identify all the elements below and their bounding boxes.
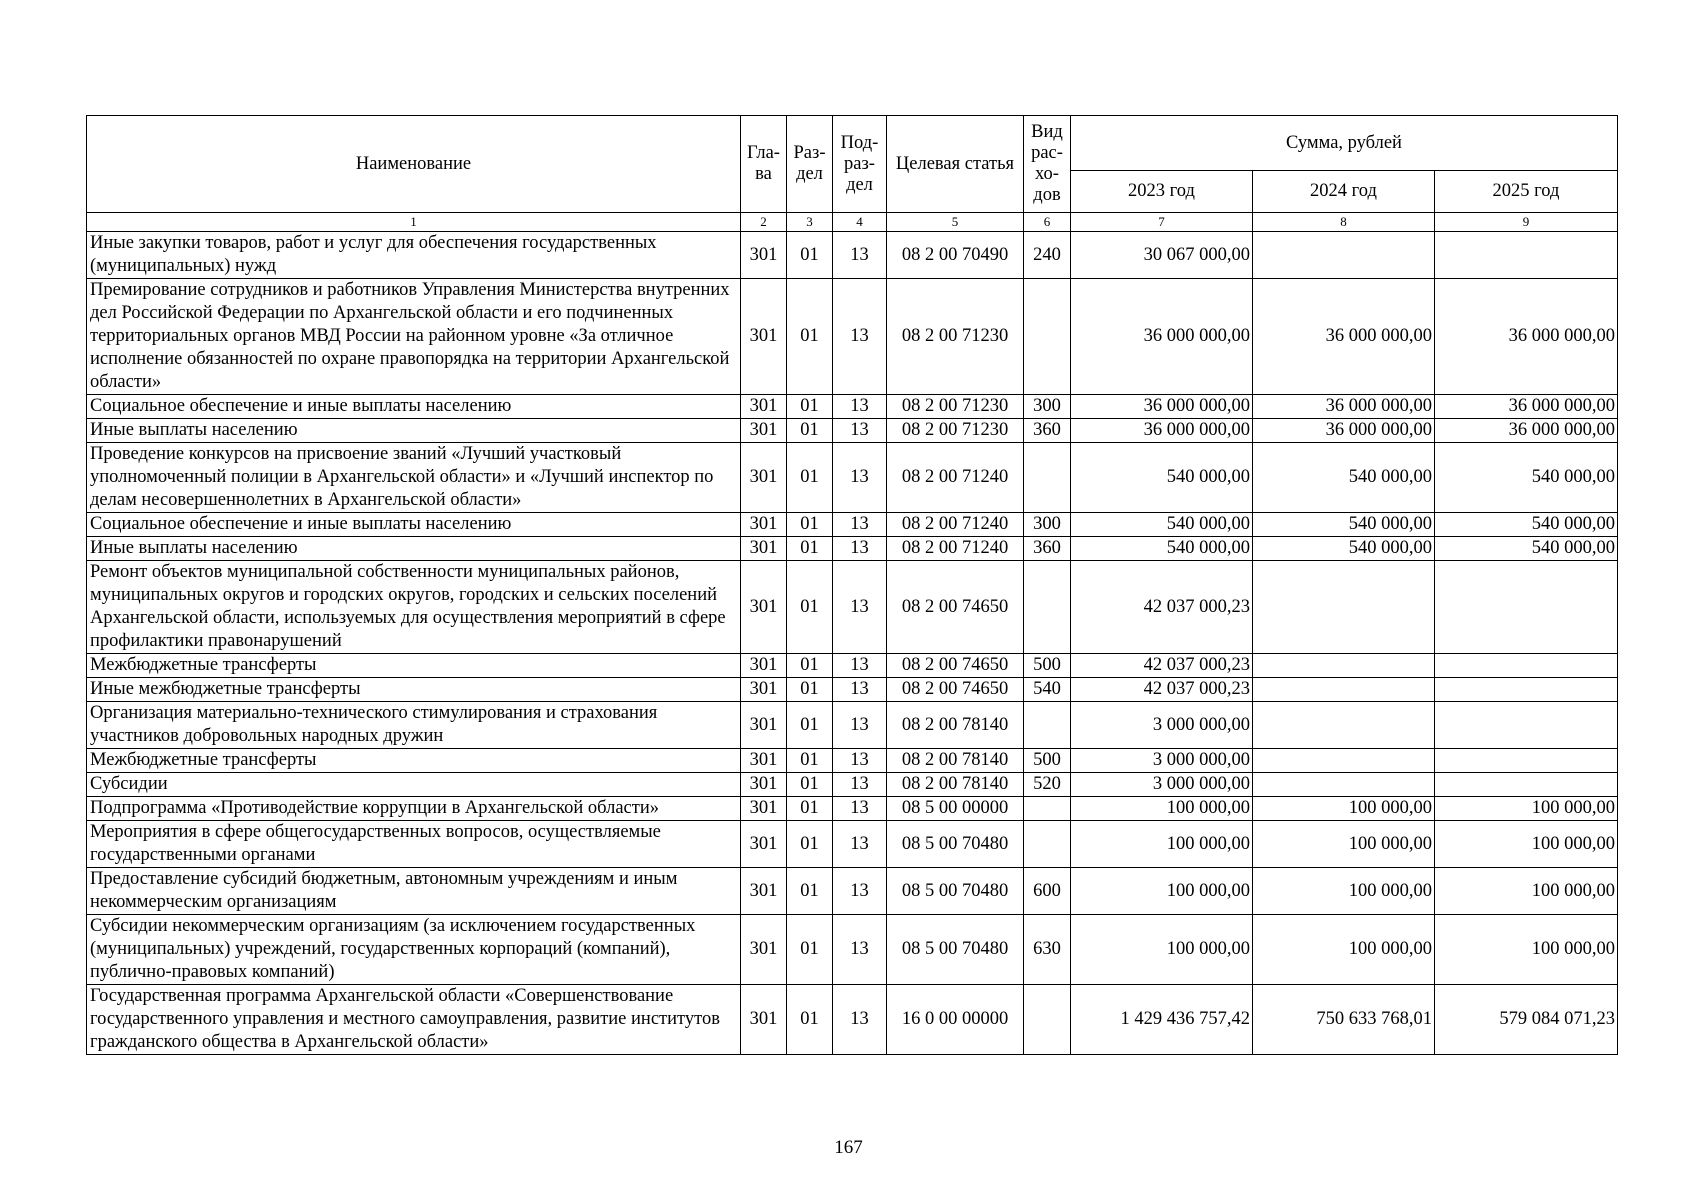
podrazdel-cell: 13: [833, 654, 887, 678]
table-row: [87, 443, 1618, 513]
celevaya-statya-cell: 08 2 00 71240: [887, 513, 1024, 537]
table-row: [87, 868, 1618, 915]
amount-2023-cell: 3 000 000,00: [1071, 749, 1253, 773]
table-row: [87, 419, 1618, 443]
podrazdel-cell: 13: [833, 773, 887, 797]
amount-2024-cell: 540 000,00: [1253, 443, 1435, 513]
row-name-cell: Субсидии: [87, 773, 741, 797]
amount-2024-cell: 36 000 000,00: [1253, 395, 1435, 419]
glava-cell: 301: [741, 654, 787, 678]
podrazdel-cell: 13: [833, 702, 887, 749]
glava-cell: 301: [741, 749, 787, 773]
column-number: 3: [787, 213, 833, 232]
row-name-cell: Межбюджетные трансферты: [87, 654, 741, 678]
amount-2025-cell: [1435, 702, 1618, 749]
glava-cell: 301: [741, 678, 787, 702]
table-row: [87, 985, 1618, 1055]
table-row: [87, 537, 1618, 561]
table-row: [87, 678, 1618, 702]
celevaya-statya-cell: 08 2 00 71230: [887, 395, 1024, 419]
vid-rashodov-cell: 360: [1024, 419, 1071, 443]
amount-2023-cell: 3 000 000,00: [1071, 702, 1253, 749]
table-row: [87, 915, 1618, 985]
celevaya-statya-cell: 08 2 00 71240: [887, 537, 1024, 561]
row-name-cell: Организация материально-технического стимулирования и страхования участников добровольных народных дружин: [87, 702, 741, 749]
razdel-cell: 01: [787, 419, 833, 443]
table-header: [87, 116, 1618, 232]
amount-2023-cell: 540 000,00: [1071, 537, 1253, 561]
razdel-cell: 01: [787, 821, 833, 868]
celevaya-statya-cell: 08 2 00 71230: [887, 419, 1024, 443]
vid-rashodov-cell: [1024, 985, 1071, 1055]
amount-2025-cell: 36 000 000,00: [1435, 395, 1618, 419]
glava-cell: 301: [741, 821, 787, 868]
glava-cell: 301: [741, 513, 787, 537]
podrazdel-cell: 13: [833, 443, 887, 513]
row-name-cell: Социальное обеспечение и иные выплаты населению: [87, 513, 741, 537]
glava-cell: 301: [741, 279, 787, 395]
amount-2025-cell: 36 000 000,00: [1435, 419, 1618, 443]
amount-2025-cell: 540 000,00: [1435, 513, 1618, 537]
vid-rashodov-cell: 300: [1024, 395, 1071, 419]
celevaya-statya-cell: 08 2 00 74650: [887, 561, 1024, 654]
razdel-cell: 01: [787, 443, 833, 513]
amount-2023-cell: 1 429 436 757,42: [1071, 985, 1253, 1055]
amount-2025-cell: 579 084 071,23: [1435, 985, 1618, 1055]
glava-cell: 301: [741, 985, 787, 1055]
table-row: [87, 232, 1618, 279]
amount-2023-cell: 3 000 000,00: [1071, 773, 1253, 797]
podrazdel-cell: 13: [833, 537, 887, 561]
header-year-2023: 2023 год: [1071, 171, 1253, 213]
glava-cell: 301: [741, 232, 787, 279]
amount-2023-cell: 100 000,00: [1071, 797, 1253, 821]
amount-2025-cell: [1435, 654, 1618, 678]
amount-2024-cell: 100 000,00: [1253, 915, 1435, 985]
amount-2024-cell: 540 000,00: [1253, 537, 1435, 561]
budget-table: [86, 115, 1618, 1055]
row-name-cell: Иные выплаты населению: [87, 537, 741, 561]
podrazdel-cell: 13: [833, 749, 887, 773]
razdel-cell: 01: [787, 513, 833, 537]
amount-2025-cell: [1435, 773, 1618, 797]
vid-rashodov-cell: [1024, 797, 1071, 821]
amount-2023-cell: 42 037 000,23: [1071, 678, 1253, 702]
column-number: 2: [741, 213, 787, 232]
podrazdel-cell: 13: [833, 985, 887, 1055]
razdel-cell: 01: [787, 915, 833, 985]
celevaya-statya-cell: 08 2 00 78140: [887, 749, 1024, 773]
header-year-2025: 2025 год: [1435, 171, 1618, 213]
podrazdel-cell: 13: [833, 513, 887, 537]
razdel-cell: 01: [787, 279, 833, 395]
amount-2025-cell: 540 000,00: [1435, 537, 1618, 561]
amount-2023-cell: 36 000 000,00: [1071, 419, 1253, 443]
amount-2025-cell: 540 000,00: [1435, 443, 1618, 513]
amount-2025-cell: 100 000,00: [1435, 915, 1618, 985]
row-name-cell: Социальное обеспечение и иные выплаты населению: [87, 395, 741, 419]
razdel-cell: 01: [787, 985, 833, 1055]
podrazdel-cell: 13: [833, 678, 887, 702]
table-row: [87, 702, 1618, 749]
amount-2023-cell: 30 067 000,00: [1071, 232, 1253, 279]
table-row: [87, 654, 1618, 678]
celevaya-statya-cell: 08 5 00 00000: [887, 797, 1024, 821]
amount-2025-cell: [1435, 749, 1618, 773]
row-name-cell: Иные закупки товаров, работ и услуг для обеспечения государственных (муниципальных) нужд: [87, 232, 741, 279]
row-name-cell: Мероприятия в сфере общегосударственных вопросов, осуществляемые государственными органами: [87, 821, 741, 868]
glava-cell: 301: [741, 773, 787, 797]
podrazdel-cell: 13: [833, 868, 887, 915]
amount-2024-cell: [1253, 232, 1435, 279]
table-body: [87, 232, 1618, 1055]
glava-cell: 301: [741, 702, 787, 749]
podrazdel-cell: 13: [833, 232, 887, 279]
amount-2023-cell: 540 000,00: [1071, 443, 1253, 513]
podrazdel-cell: 13: [833, 279, 887, 395]
column-number: 6: [1024, 213, 1071, 232]
row-name-cell: Премирование сотрудников и работников Управления Министерства внутренних дел Российской Федерации по Архангельской области и его подчиненных территориальных органов МВД России на районном уровне «За отличное исполнение обязанностей по охране правопорядка на территории Архангельской области»: [87, 279, 741, 395]
razdel-cell: 01: [787, 678, 833, 702]
glava-cell: 301: [741, 797, 787, 821]
amount-2024-cell: [1253, 654, 1435, 678]
row-name-cell: Иные выплаты населению: [87, 419, 741, 443]
row-name-cell: Государственная программа Архангельской области «Совершенствование государственного управления и местного самоуправления, развитие институтов гражданского общества в Архангельской области»: [87, 985, 741, 1055]
amount-2025-cell: 100 000,00: [1435, 868, 1618, 915]
amount-2024-cell: [1253, 561, 1435, 654]
amount-2024-cell: 36 000 000,00: [1253, 419, 1435, 443]
amount-2023-cell: 100 000,00: [1071, 821, 1253, 868]
amount-2024-cell: [1253, 773, 1435, 797]
glava-cell: 301: [741, 443, 787, 513]
amount-2023-cell: 540 000,00: [1071, 513, 1253, 537]
header-name: Наименование: [87, 116, 741, 213]
amount-2024-cell: 100 000,00: [1253, 868, 1435, 915]
vid-rashodov-cell: [1024, 561, 1071, 654]
amount-2025-cell: [1435, 232, 1618, 279]
row-name-cell: Подпрограмма «Противодействие коррупции в Архангельской области»: [87, 797, 741, 821]
glava-cell: 301: [741, 537, 787, 561]
row-name-cell: Межбюджетные трансферты: [87, 749, 741, 773]
amount-2023-cell: 100 000,00: [1071, 915, 1253, 985]
celevaya-statya-cell: 08 2 00 70490: [887, 232, 1024, 279]
amount-2025-cell: 36 000 000,00: [1435, 279, 1618, 395]
razdel-cell: 01: [787, 702, 833, 749]
row-name-cell: Проведение конкурсов на присвоение званий «Лучший участковый уполномоченный полиции в Архангельской области» и «Лучший инспектор по делам несовершеннолетних в Архангельской области»: [87, 443, 741, 513]
column-number: 5: [887, 213, 1024, 232]
podrazdel-cell: 13: [833, 915, 887, 985]
row-name-cell: Предоставление субсидий бюджетным, автономным учреждениям и иным некоммерческим организациям: [87, 868, 741, 915]
amount-2024-cell: 100 000,00: [1253, 797, 1435, 821]
amount-2024-cell: 100 000,00: [1253, 821, 1435, 868]
razdel-cell: 01: [787, 654, 833, 678]
table-row: [87, 513, 1618, 537]
row-name-cell: Ремонт объектов муниципальной собственности муниципальных районов, муниципальных округов и городских округов, городских и сельских поселений Архангельской области, используемых для осуществления мероприятий в сфере профилактики правонарушений: [87, 561, 741, 654]
vid-rashodov-cell: 300: [1024, 513, 1071, 537]
header-vid-rashodov: Вид рас-хо-дов: [1024, 116, 1071, 213]
amount-2025-cell: [1435, 678, 1618, 702]
column-number: 4: [833, 213, 887, 232]
glava-cell: 301: [741, 915, 787, 985]
podrazdel-cell: 13: [833, 821, 887, 868]
celevaya-statya-cell: 08 2 00 71240: [887, 443, 1024, 513]
celevaya-statya-cell: 08 2 00 71230: [887, 279, 1024, 395]
amount-2023-cell: 36 000 000,00: [1071, 395, 1253, 419]
amount-2023-cell: 100 000,00: [1071, 868, 1253, 915]
vid-rashodov-cell: 500: [1024, 654, 1071, 678]
celevaya-statya-cell: 16 0 00 00000: [887, 985, 1024, 1055]
razdel-cell: 01: [787, 868, 833, 915]
razdel-cell: 01: [787, 232, 833, 279]
amount-2024-cell: 36 000 000,00: [1253, 279, 1435, 395]
vid-rashodov-cell: 600: [1024, 868, 1071, 915]
amount-2023-cell: 42 037 000,23: [1071, 654, 1253, 678]
celevaya-statya-cell: 08 5 00 70480: [887, 821, 1024, 868]
podrazdel-cell: 13: [833, 395, 887, 419]
glava-cell: 301: [741, 868, 787, 915]
celevaya-statya-cell: 08 5 00 70480: [887, 915, 1024, 985]
glava-cell: 301: [741, 395, 787, 419]
glava-cell: 301: [741, 419, 787, 443]
razdel-cell: 01: [787, 537, 833, 561]
vid-rashodov-cell: 360: [1024, 537, 1071, 561]
header-razdel: Раз-дел: [787, 116, 833, 213]
column-number: 8: [1253, 213, 1435, 232]
celevaya-statya-cell: 08 5 00 70480: [887, 868, 1024, 915]
vid-rashodov-cell: [1024, 821, 1071, 868]
amount-2025-cell: [1435, 561, 1618, 654]
amount-2024-cell: 540 000,00: [1253, 513, 1435, 537]
header-podrazdel: Под-раз-дел: [833, 116, 887, 213]
table-row: [87, 395, 1618, 419]
celevaya-statya-cell: 08 2 00 74650: [887, 678, 1024, 702]
amount-2024-cell: [1253, 749, 1435, 773]
vid-rashodov-cell: [1024, 279, 1071, 395]
amount-2025-cell: 100 000,00: [1435, 797, 1618, 821]
table-row: [87, 773, 1618, 797]
amount-2024-cell: [1253, 702, 1435, 749]
podrazdel-cell: 13: [833, 419, 887, 443]
amount-2023-cell: 42 037 000,23: [1071, 561, 1253, 654]
podrazdel-cell: 13: [833, 797, 887, 821]
table-row: [87, 561, 1618, 654]
table-row: [87, 821, 1618, 868]
celevaya-statya-cell: 08 2 00 78140: [887, 773, 1024, 797]
vid-rashodov-cell: [1024, 702, 1071, 749]
vid-rashodov-cell: [1024, 443, 1071, 513]
header-glava: Гла-ва: [741, 116, 787, 213]
page-number: 167: [834, 1137, 863, 1158]
header-celevaya-statya: Целевая статья: [887, 116, 1024, 213]
glava-cell: 301: [741, 561, 787, 654]
column-number: 1: [87, 213, 741, 232]
header-summa: Сумма, рублей: [1071, 116, 1618, 171]
razdel-cell: 01: [787, 797, 833, 821]
column-number: 7: [1071, 213, 1253, 232]
vid-rashodov-cell: 500: [1024, 749, 1071, 773]
podrazdel-cell: 13: [833, 561, 887, 654]
celevaya-statya-cell: 08 2 00 74650: [887, 654, 1024, 678]
column-number: 9: [1435, 213, 1618, 232]
razdel-cell: 01: [787, 395, 833, 419]
table-row: [87, 797, 1618, 821]
amount-2024-cell: [1253, 678, 1435, 702]
vid-rashodov-cell: 540: [1024, 678, 1071, 702]
vid-rashodov-cell: 240: [1024, 232, 1071, 279]
razdel-cell: 01: [787, 561, 833, 654]
table-row: [87, 279, 1618, 395]
amount-2024-cell: 750 633 768,01: [1253, 985, 1435, 1055]
razdel-cell: 01: [787, 749, 833, 773]
vid-rashodov-cell: 520: [1024, 773, 1071, 797]
row-name-cell: Иные межбюджетные трансферты: [87, 678, 741, 702]
header-year-2024: 2024 год: [1253, 171, 1435, 213]
row-name-cell: Субсидии некоммерческим организациям (за исключением государственных (муниципальных) учреждений, государственных корпораций (компаний), публично-правовых компаний): [87, 915, 741, 985]
amount-2023-cell: 36 000 000,00: [1071, 279, 1253, 395]
column-number-row: [87, 213, 1618, 232]
table-row: [87, 749, 1618, 773]
razdel-cell: 01: [787, 773, 833, 797]
celevaya-statya-cell: 08 2 00 78140: [887, 702, 1024, 749]
amount-2025-cell: 100 000,00: [1435, 821, 1618, 868]
vid-rashodov-cell: 630: [1024, 915, 1071, 985]
